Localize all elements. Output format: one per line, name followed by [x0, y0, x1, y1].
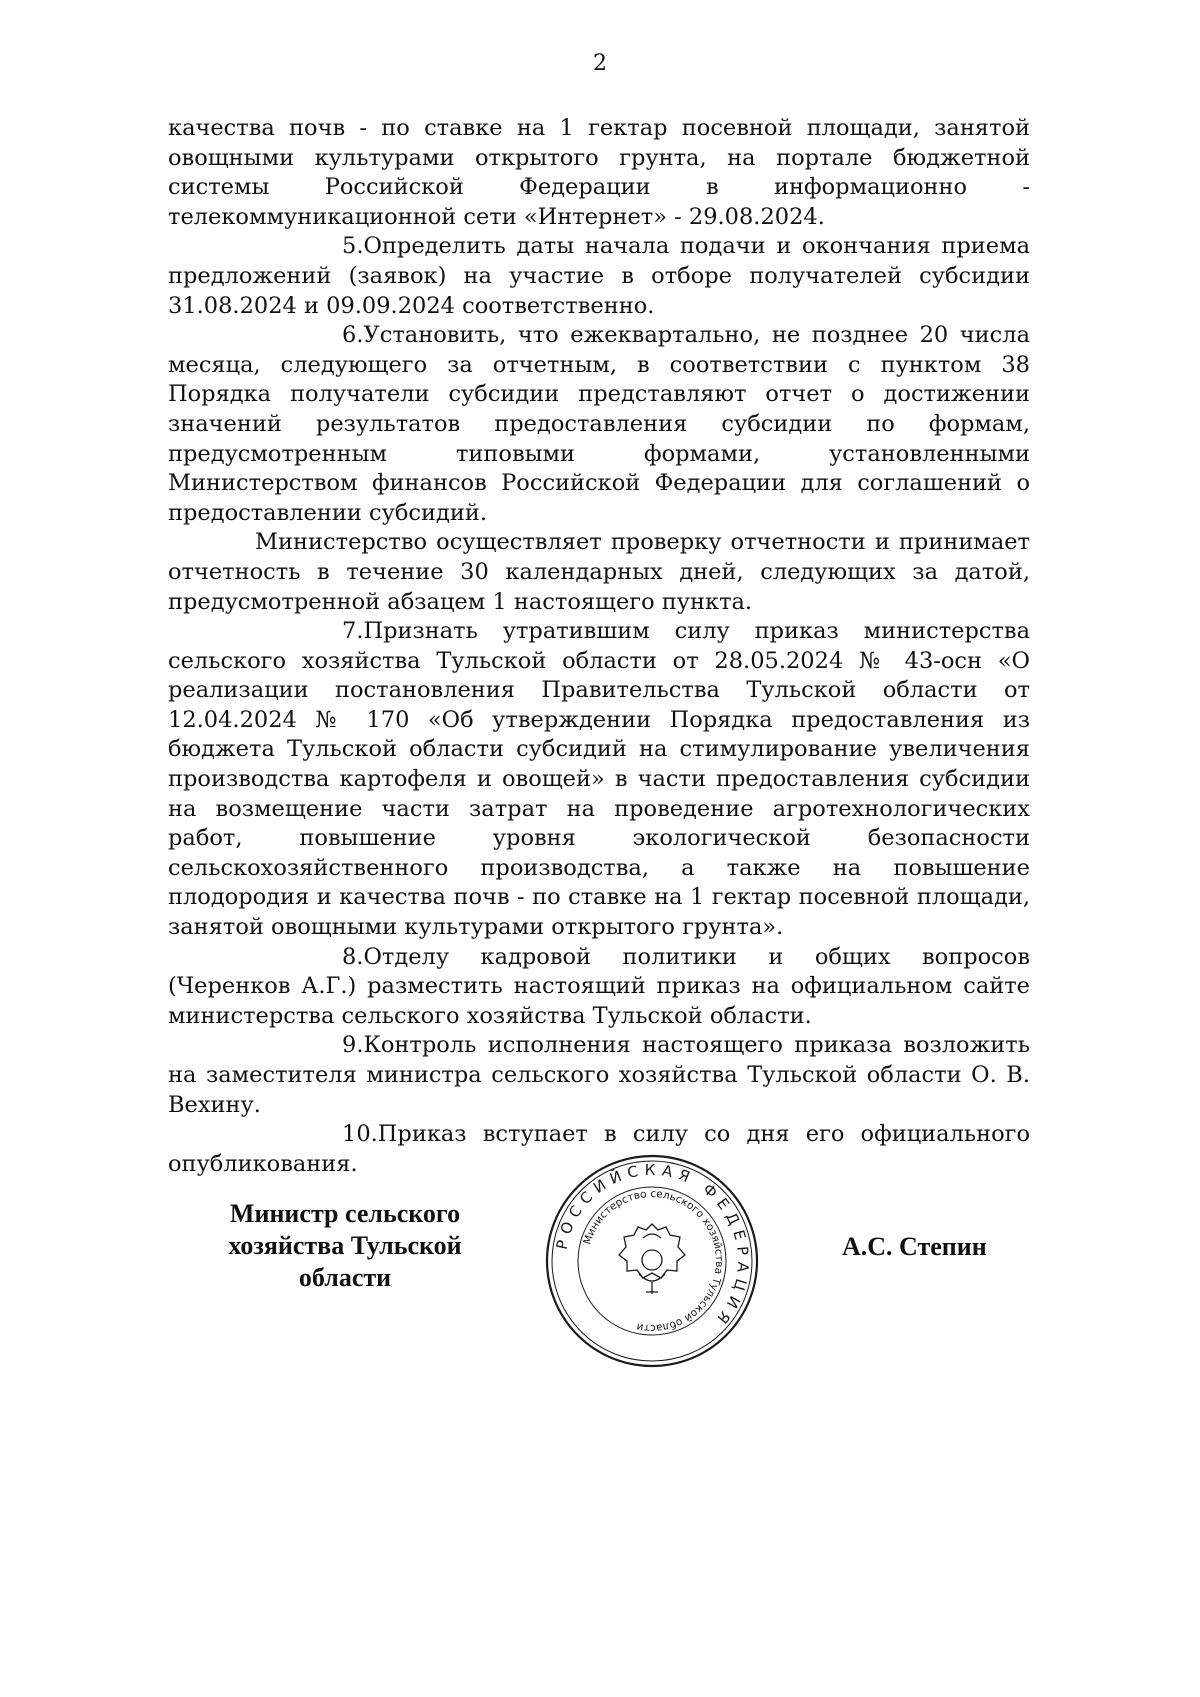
- paragraph-text: качества почв - по ставке на 1 гектар посевной площади, занятой овощными культурами открытого грунта, на портале бюджетной системы Российской Федерации в информационно - телекоммуникационной сети «Интернет» - 29.08.2024.: [168, 115, 1030, 230]
- item-number: 6.: [342, 322, 364, 349]
- paragraph-text: Признать утратившим силу приказ министерства сельского хозяйства Тульской области от 28.05.2024 № 43-осн «О реализации постановления Правительства Тульской области от 12.04.2024 № 170 «Об утверждении Порядка предоставления из бюджета Тульской области субсидий на стимулирование увеличения производства картофеля и овощей» в части предоставления субсидии на возмещение части затрат на проведение агротехнологических работ, повышение уровня экологической безопасности сельскохозяйственного производства, а также на повышение плодородия и качества почв - по ставке на 1 гектар посевной площади, занятой овощными культурами открытого грунта».: [168, 618, 1030, 941]
- paragraph-text: Отделу кадровой политики и общих вопросов (Черенков А.Г.) разместить настоящий приказ на официальном сайте министерства сельского хозяйства Тульской области.: [168, 943, 1030, 1029]
- item-number: 7.: [342, 618, 364, 645]
- paragraph-item-6: [168, 321, 1030, 528]
- paragraph-text: Определить даты начала подачи и окончания приема предложений (заявок) на участие в отборе получателей субсидии 31.08.2024 и 09.09.2024 соответственно.: [168, 233, 1030, 319]
- coat-of-arms-icon: [619, 1224, 685, 1294]
- paragraph-item-5: [168, 232, 1030, 321]
- document-body: [168, 114, 1030, 1179]
- paragraph-item-6-second: [168, 528, 1030, 617]
- seal-graphic: [543, 1152, 761, 1370]
- signer-name: А.С. Степин: [842, 1232, 987, 1261]
- item-number: 8.: [342, 943, 364, 970]
- paragraph-item-7: [168, 617, 1030, 943]
- paragraph-text: Приказ вступает в силу со дня его официального опубликования.: [168, 1121, 1030, 1177]
- paragraph-text: Министерство осуществляет проверку отчетности и принимает отчетность в течение 30 календарных дней, следующих за датой, предусмотренной абзацем 1 настоящего пункта.: [168, 529, 1030, 615]
- item-number: 5.: [342, 233, 364, 260]
- page-number: 2: [593, 51, 607, 76]
- paragraph-item-8: [168, 943, 1030, 1032]
- paragraph-item-9: [168, 1031, 1030, 1120]
- item-number: 10.: [342, 1121, 378, 1148]
- paragraph-text: Контроль исполнения настоящего приказа возложить на заместителя министра сельского хозяйства Тульской области О. В. Вехину.: [168, 1032, 1030, 1118]
- item-number: 9.: [342, 1032, 364, 1059]
- seal-inner-text: Министерство сельского хозяйства Тульской области: [581, 1187, 726, 1335]
- official-seal: [543, 1152, 761, 1370]
- signer-position: Министр сельского хозяйства Тульской области: [228, 1199, 462, 1292]
- signature-block: [0, 1160, 1200, 1393]
- paragraph-continuation: [168, 114, 1030, 232]
- paragraph-text: Установить, что ежеквартально, не позднее 20 числа месяца, следующего за отчетным, в соответствии с пунктом 38 Порядка получатели субсидии представляют отчет о достижении значений результатов предоставления субсидии по формам, предусмотренным типовыми формами, установленными Министерством финансов Российской Федерации для соглашений о предоставлении субсидий.: [168, 322, 1030, 526]
- seal-outer-text: РОССИЙСКАЯ ФЕДЕРАЦИЯ: [552, 1160, 753, 1332]
